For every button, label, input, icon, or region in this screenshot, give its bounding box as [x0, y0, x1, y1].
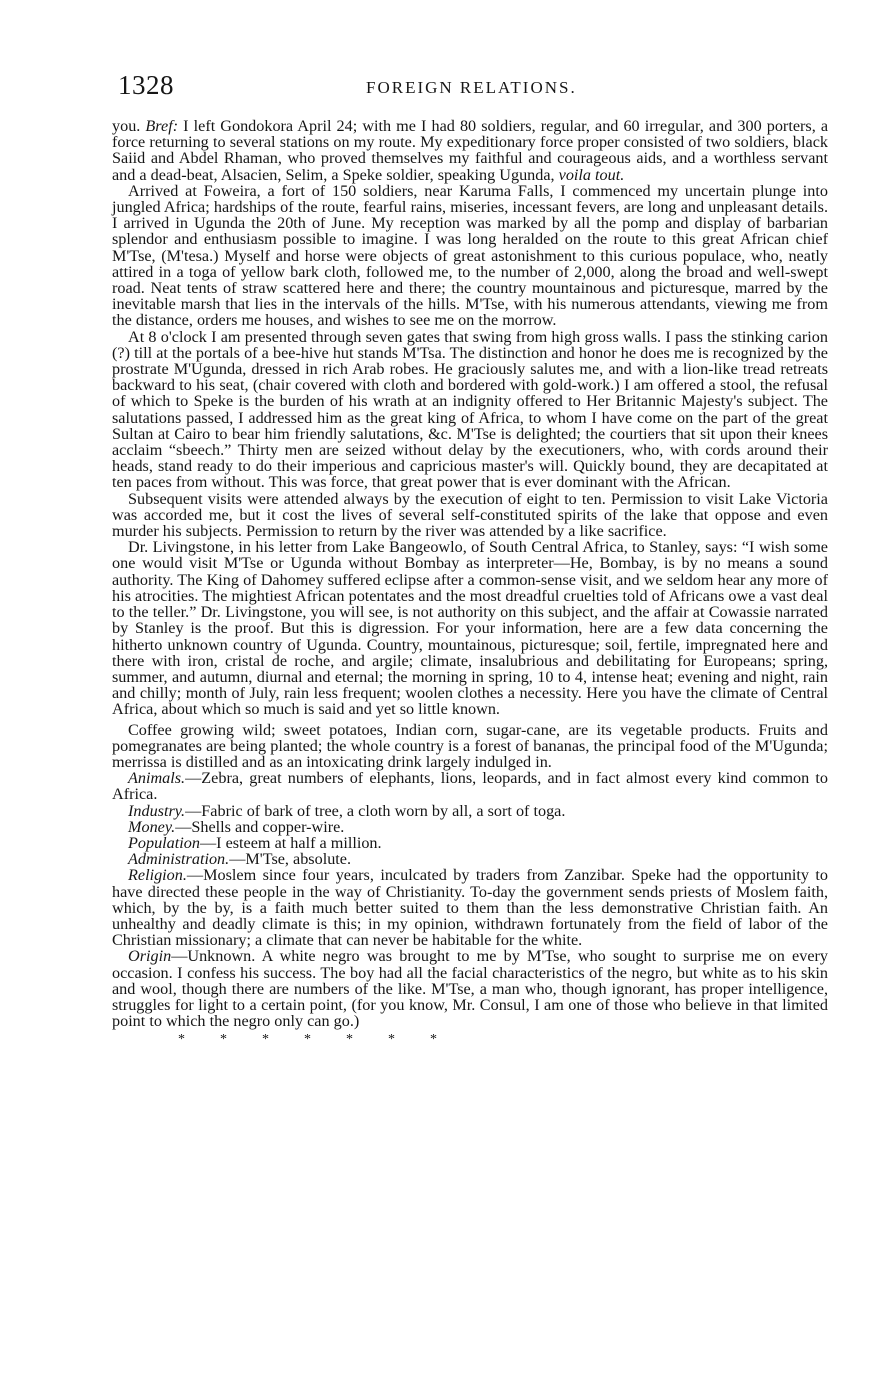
running-head: FOREIGN RELATIONS. [366, 78, 577, 97]
section-label: Population [128, 833, 200, 852]
page-number: 1328 [118, 70, 174, 100]
section-label: Animals. [128, 769, 186, 788]
paragraph-1-tail: voila tout. [558, 165, 625, 184]
section-text: —Shells and copper-wire. [175, 817, 345, 836]
section-label: Origin [128, 947, 172, 966]
section-money [112, 819, 828, 835]
paragraph-1-bref: Bref: [145, 117, 179, 135]
section-label: Administration. [128, 850, 230, 869]
section-text: —I esteem at half a million. [199, 833, 382, 852]
paragraph-5: Dr. Livingstone, in his letter from Lake Bangeowlo, of South Central Africa, to Stanley, says: “I wish some one would visit M'Tse or Ugunda without Bombay as interpreter—He, Bombay, is by no means a sound authority. The King of Dahomey suffered eclipse after a common-sense visit, and we seldom hear any more of his atrocities. The mightiest African potentates and the most dreadful cruelties told of Africans owe a vast deal to the teller.” Dr. Livingstone, you will see, is not authority on this subject, and the affair at Cowassie narrated by Stanley is the proof. But this is digression. For your information, here are a few data concerning the hitherto unknown country of Ugunda. Country, mountainous, picturesque; soil, fertile, impregnated here and there with iron, cristal de roche, and argile; climate, insalubrious and debilitating for Europeans; spring, summer, and autumn, diurnal and eternal; the morning in spring, 10 to 4, intense heat; evening and night, rain and chilly; month of July, rain less frequent; woolen clothes a necessity. Here you have the climate of Central Africa, about which so much is said and yet so little known. [112, 538, 828, 719]
paragraph-1 [112, 118, 828, 183]
section-label: Industry. [128, 801, 186, 820]
ellipsis-stars: * * * * * * * [178, 1032, 437, 1048]
section-text: —Zebra, great numbers of elephants, lions, leopards, and in fact almost every kind common to Africa. [112, 769, 828, 804]
section-administration [112, 851, 828, 867]
body-text [112, 118, 828, 1047]
section-population [112, 835, 828, 851]
section-religion [112, 867, 828, 948]
section-animals [112, 770, 828, 802]
section-text: —Unknown. A white negro was brought to me by M'Tse, who sought to surprise me on every occasion. I confess his success. The boy had all the facial characteristics of the negro, but white as to his skin and wool, though there are numbers of the like. M'Tse, a man who, though ignorant, has proper intelligence, struggles for light to a certain point, (for you know, Mr. Consul, I am one of those who believe in that limited point to which the negro only can go.) [112, 947, 828, 1031]
paragraph-1-text: I left Gondokora April 24; with me I had 80 soldiers, regular, and 60 irregular, and 300 porters, a force returning to several stations on my route. My expeditionary force proper consisted of two soldiers, black Saiid and Abdel Rhaman, who proved themselves my faithful and courageous aids, and a worthless servant and a dead-beat, Alsacien, Selim, a Speke soldier, speaking Ugunda, [112, 117, 829, 184]
section-text: —M'Tse, absolute. [229, 850, 352, 869]
page-header [118, 70, 830, 104]
section-label: Money. [128, 817, 176, 836]
paragraph-1-lead: you. [112, 117, 146, 135]
paragraph-2: Arrived at Foweira, a fort of 150 soldiers, near Karuma Falls, I commenced my uncertain plunge into jungled Africa; hardships of the route, fearful rains, miseries, incessant fevers, are long and unpleasant details. I arrived in Ugunda the 20th of June. My reception was marked by all the pomp and display of barbarian splendor and enthusiasm possible to imagine. I was long heralded on the route to this great African chief M'Tse, (M'tesa.) Myself and horse were objects of great astonishment to this curious populace, who, neatly attired in a toga of yellow bark cloth, followed me, to the number of 2,000, along the broad and well-swept road. Neat tents of straw scattered here and there; the country mountainous and picturesque, marred by the inevitable marsh that lies in the intervals of the hills. M'Tse, with his numerous attendants, viewing me from the distance, orders me houses, and wishes to see me on the morrow. [112, 181, 828, 330]
section-text: —Fabric of bark of tree, a cloth worn by all, a sort of toga. [185, 801, 566, 820]
paragraph-3: At 8 o'clock I am presented through seven gates that swing from high gross walls. I pass the stinking carion (?) till at the portals of a bee-hive hut stands M'Tsa. The distinction and honor he does me is recognized by the prostrate M'Ugunda, dressed in rich Arab robes. He graciously salutes me, and with a lion-like tread retreats backward to his seat, (chair covered with cloth and bordered with gold-work.) I am offered a stool, the refusal of which to Speke is the burden of his wrath at an indignity offered to Her Britannic Majesty's subject. The salutations passed, I addressed him as the great king of Africa, to whom I have come on the part of the great Sultan at Cairo to bear him friendly salutations, &c. M'Tse is delighted; the courtiers that sit upon their knees acclaim “sbeech.” Thirty men are seized without delay by the executioners, who, with cords around their heads, stand ready to do their imperious and capricious master's will. Quickly bound, they are decapitated at ten paces from without. This was force, that great power that is ever dominant with the African. [112, 327, 828, 492]
section-text: —Moslem since four years, inculcated by traders from Zanzibar. Speke had the opportunity to have directed these people in the way of Christianity. To-day the government sends priests of Moslem faith, which, by the by, is a faith much better suited to them than the less demonstrative Christian faith. An unhealthy and deadly climate is this; in my opinion, withdrawn fortunately from the field of labor of the Christian missionary; a climate that can never be habitable for the white. [112, 866, 828, 950]
paragraph-4: Subsequent visits were attended always by the execution of eight to ten. Permission to visit Lake Victoria was accorded me, but it cost the lives of several self-constituted spirits of the lake that oppose and even murder his subjects. Permission to return by the river was attended by a like sacrifice. [112, 489, 828, 541]
paragraph-6: Coffee growing wild; sweet potatoes, Indian corn, sugar-cane, are its vegetable products. Fruits and pomegranates are being planted; the whole country is a forest of bananas, the principal food of the M'Ugunda; merrissa is distilled and as an intoxicating drink largely indulged in. [112, 720, 828, 771]
section-label: Religion. [128, 866, 187, 885]
section-origin [112, 948, 828, 1029]
section-industry [112, 803, 828, 819]
